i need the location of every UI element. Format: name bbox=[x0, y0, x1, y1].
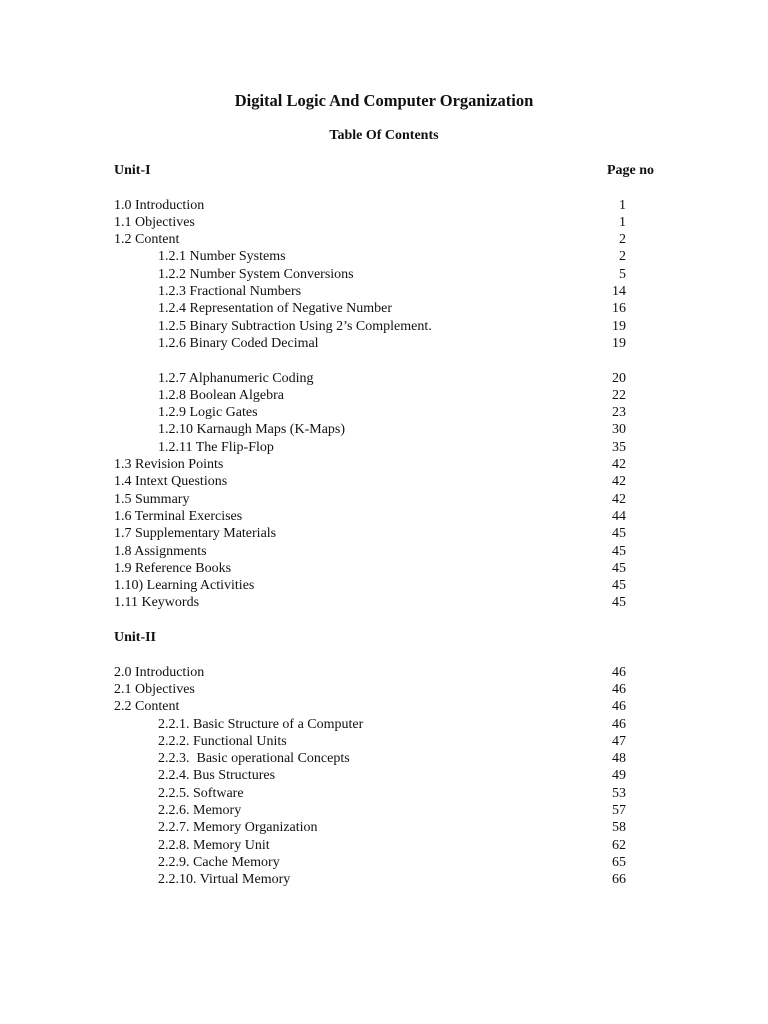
toc-entry-title: 1.2.9 Logic Gates bbox=[158, 405, 258, 421]
toc-entry-page: 49 bbox=[612, 768, 626, 784]
toc-entry-page: 30 bbox=[612, 422, 626, 438]
toc-entry bbox=[114, 318, 654, 335]
toc-entry-title: 2.2.5. Software bbox=[158, 785, 244, 801]
toc-entry bbox=[114, 231, 654, 248]
toc-entry-page: 46 bbox=[612, 699, 626, 715]
toc-entry bbox=[114, 248, 654, 265]
toc-entry-page: 5 bbox=[619, 266, 626, 282]
unit-heading-row bbox=[114, 629, 654, 646]
toc-entry-page: 20 bbox=[612, 370, 626, 386]
toc-entry-title: 1.0 Introduction bbox=[114, 197, 205, 213]
toc-entry-title: 1.7 Supplementary Materials bbox=[114, 526, 277, 542]
toc-entry bbox=[114, 560, 654, 577]
toc-entry bbox=[114, 300, 654, 317]
toc-entry-title: 1.2.8 Boolean Algebra bbox=[158, 387, 284, 403]
toc-entry-title: 2.2.7. Memory Organization bbox=[158, 820, 318, 836]
toc-entry-title: 1.2.5 Binary Subtraction Using 2’s Complement. bbox=[158, 318, 432, 334]
toc-entry bbox=[114, 819, 654, 836]
toc-entry bbox=[114, 283, 654, 300]
document-title: Digital Logic And Computer Organization bbox=[234, 91, 534, 110]
toc-entry-title: 1.2.2 Number System Conversions bbox=[158, 266, 354, 282]
toc-entry bbox=[114, 733, 654, 750]
toc-entry-title: 1.11 Keywords bbox=[114, 595, 200, 611]
toc-entry bbox=[114, 214, 654, 231]
document-subtitle: Table Of Contents bbox=[329, 128, 439, 143]
toc-entry bbox=[114, 456, 654, 473]
toc-entry bbox=[114, 370, 654, 387]
toc-entry bbox=[114, 197, 654, 214]
toc-entry-title: 1.2.10 Karnaugh Maps (K-Maps) bbox=[158, 422, 346, 438]
toc-entry-page: 42 bbox=[612, 491, 626, 507]
toc-entry-page: 19 bbox=[612, 318, 626, 334]
toc-entry-title: 1.2 Content bbox=[114, 232, 180, 248]
toc-entry-page: 45 bbox=[612, 578, 626, 594]
toc-entry bbox=[114, 525, 654, 542]
toc-entry-title: 1.6 Terminal Exercises bbox=[114, 508, 243, 524]
toc-entry bbox=[114, 698, 654, 715]
toc-entry bbox=[114, 716, 654, 733]
page-number-header: Page no bbox=[606, 163, 654, 178]
toc-entry-page: 47 bbox=[612, 733, 626, 749]
toc-entry-page: 42 bbox=[612, 457, 626, 473]
table-of-contents bbox=[114, 162, 654, 888]
toc-entry-page: 46 bbox=[612, 681, 626, 697]
toc-entry-page: 16 bbox=[612, 301, 626, 317]
toc-entry-page: 42 bbox=[612, 474, 626, 490]
toc-entry-page: 19 bbox=[612, 335, 626, 351]
toc-entry-title: 2.2.9. Cache Memory bbox=[158, 854, 280, 870]
toc-entry-title: 1.2.7 Alphanumeric Coding bbox=[158, 370, 314, 386]
toc-entry bbox=[114, 577, 654, 594]
toc-entry-page: 62 bbox=[612, 837, 626, 853]
toc-entry-title: 1.4 Intext Questions bbox=[114, 474, 228, 490]
toc-entry-title: 1.2.6 Binary Coded Decimal bbox=[158, 335, 319, 351]
toc-entry bbox=[114, 473, 654, 490]
toc-entry bbox=[114, 767, 654, 784]
toc-entry bbox=[114, 681, 654, 698]
toc-entry-page: 22 bbox=[612, 387, 626, 403]
toc-entry-page: 2 bbox=[619, 249, 626, 265]
toc-entry-title: 2.2.8. Memory Unit bbox=[158, 837, 270, 853]
toc-entry bbox=[114, 871, 654, 888]
toc-entry-title: 2.2.10. Virtual Memory bbox=[158, 872, 291, 888]
unit-heading: Unit-I bbox=[114, 163, 151, 178]
toc-entry-title: 2.2.4. Bus Structures bbox=[158, 768, 276, 784]
unit-heading: Unit-II bbox=[114, 630, 157, 646]
toc-entry-title: 2.1 Objectives bbox=[114, 681, 195, 697]
toc-entry bbox=[114, 404, 654, 421]
toc-entry-page: 45 bbox=[612, 543, 626, 559]
toc-entry-page: 65 bbox=[612, 854, 626, 870]
toc-entry-title: 1.8 Assignments bbox=[114, 543, 207, 559]
toc-entry-page: 23 bbox=[612, 405, 626, 421]
toc-entry-page: 2 bbox=[619, 232, 626, 248]
toc-entry bbox=[114, 439, 654, 456]
toc-entry-title: 1.2.1 Number Systems bbox=[158, 249, 286, 265]
toc-entry bbox=[114, 854, 654, 871]
toc-entry-page: 46 bbox=[612, 664, 626, 680]
toc-entry-title: 2.2 Content bbox=[114, 699, 180, 715]
toc-entry-title: 2.2.1. Basic Structure of a Computer bbox=[158, 716, 364, 732]
toc-entry-title: 1.9 Reference Books bbox=[114, 560, 232, 576]
toc-entry-page: 57 bbox=[612, 802, 626, 818]
toc-entry bbox=[114, 594, 654, 611]
toc-entry bbox=[114, 335, 654, 352]
toc-entry-page: 45 bbox=[612, 595, 626, 611]
toc-entry bbox=[114, 491, 654, 508]
toc-entry bbox=[114, 508, 654, 525]
toc-entry bbox=[114, 387, 654, 404]
toc-entry-title: 1.2.4 Representation of Negative Number bbox=[158, 301, 393, 317]
toc-entry-title: 1.3 Revision Points bbox=[114, 457, 224, 473]
toc-entry-title: 1.1 Objectives bbox=[114, 214, 195, 230]
toc-entry-page: 44 bbox=[612, 508, 626, 524]
toc-entry-title: 1.10) Learning Activities bbox=[114, 578, 255, 594]
toc-entry-page: 45 bbox=[612, 560, 626, 576]
toc-entry bbox=[114, 802, 654, 819]
toc-entry bbox=[114, 785, 654, 802]
toc-entry-page: 14 bbox=[612, 284, 626, 300]
toc-entry-title: 1.5 Summary bbox=[114, 491, 190, 507]
toc-entry-title: 2.0 Introduction bbox=[114, 664, 205, 680]
toc-entry-page: 45 bbox=[612, 526, 626, 542]
toc-entry bbox=[114, 543, 654, 560]
toc-entry-page: 35 bbox=[612, 439, 626, 455]
toc-entry-title: 1.2.11 The Flip-Flop bbox=[158, 439, 274, 455]
toc-entry-page: 53 bbox=[612, 785, 626, 801]
unit-heading-row bbox=[114, 162, 654, 179]
toc-entry bbox=[114, 750, 654, 767]
toc-entry-title: 2.2.3. Basic operational Concepts bbox=[158, 751, 350, 767]
toc-entry-page: 46 bbox=[612, 716, 626, 732]
toc-entry-page: 1 bbox=[619, 197, 626, 213]
toc-entry-page: 58 bbox=[612, 820, 626, 836]
toc-entry bbox=[114, 421, 654, 438]
toc-entry-page: 48 bbox=[612, 751, 626, 767]
toc-entry bbox=[114, 837, 654, 854]
toc-entry-page: 66 bbox=[612, 872, 626, 888]
toc-entry-page: 1 bbox=[619, 214, 626, 230]
toc-entry-title: 2.2.2. Functional Units bbox=[158, 733, 287, 749]
toc-entry-title: 2.2.6. Memory bbox=[158, 802, 242, 818]
toc-entry bbox=[114, 664, 654, 681]
toc-entry-title: 1.2.3 Fractional Numbers bbox=[158, 284, 302, 300]
toc-entry bbox=[114, 266, 654, 283]
